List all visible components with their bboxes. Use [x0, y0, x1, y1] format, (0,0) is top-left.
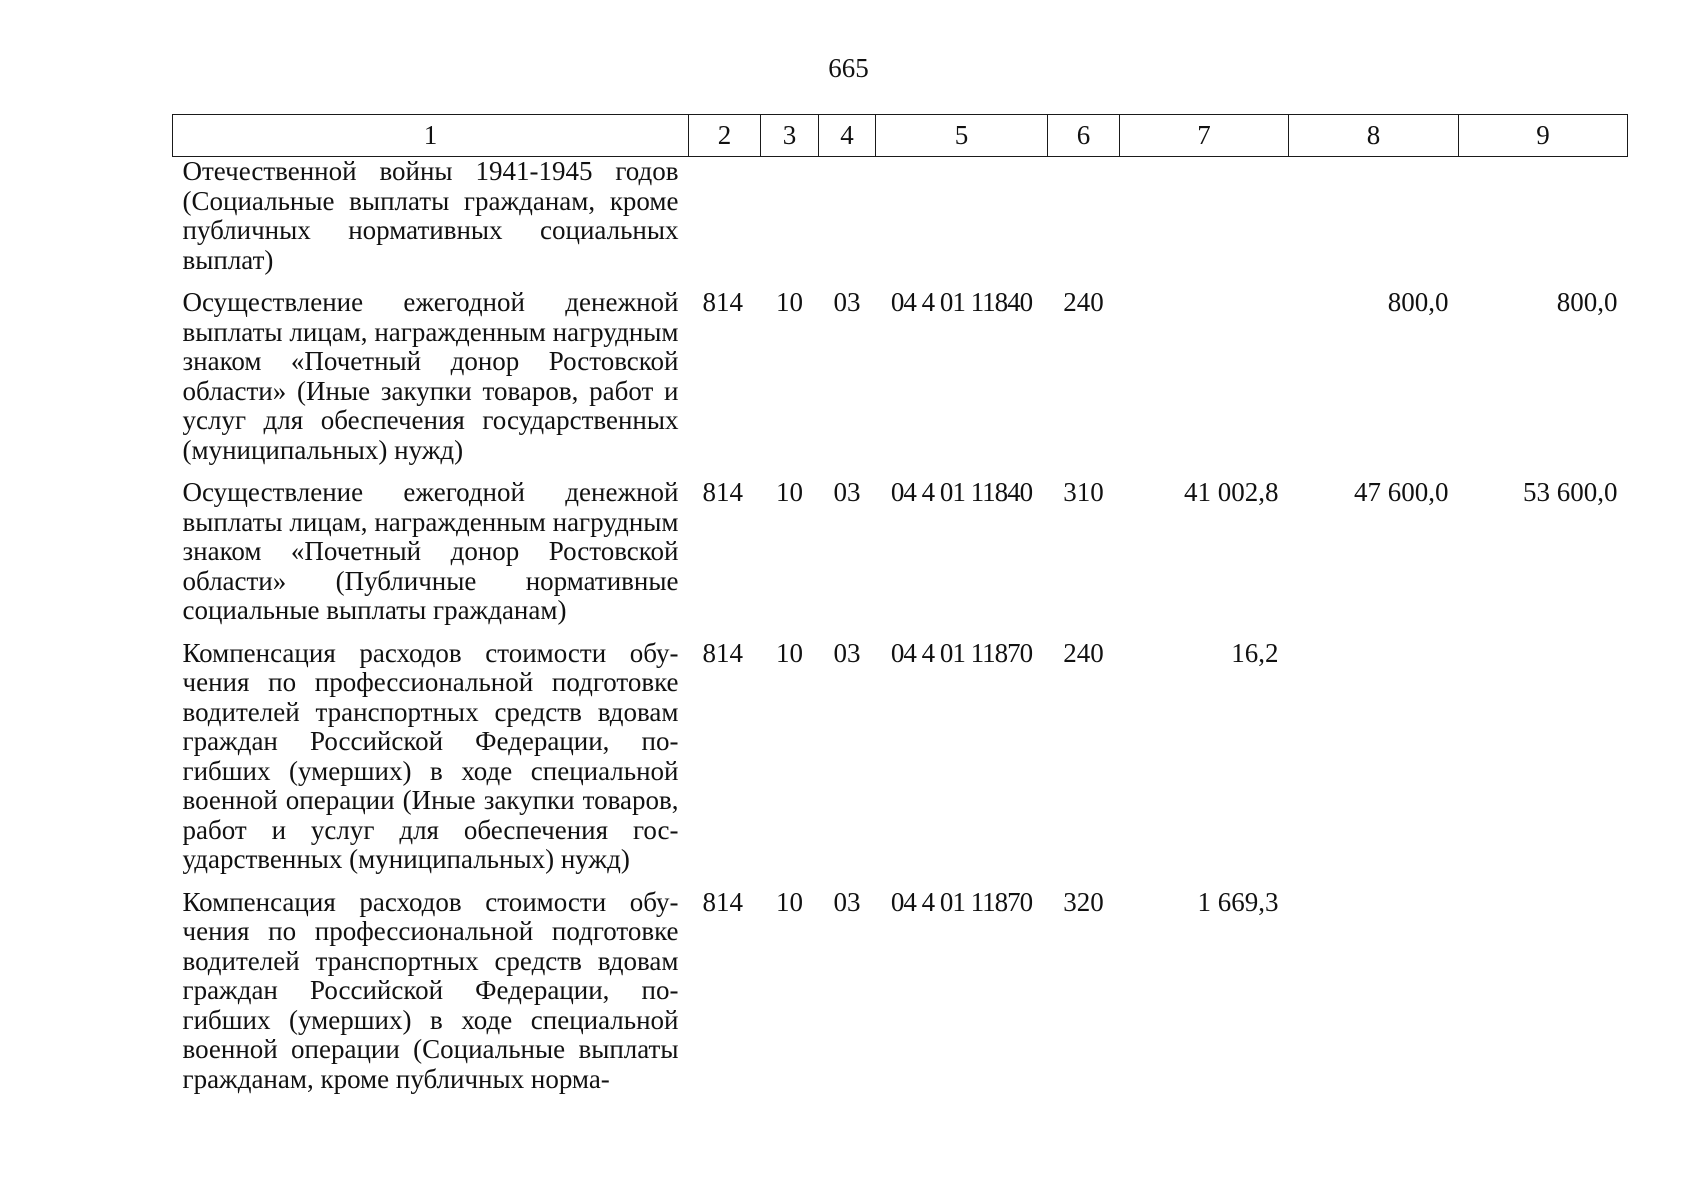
cell-amount-9: 800,0 [1556, 287, 1618, 317]
page-number: 665 [828, 53, 869, 83]
column-header: 7 [1120, 115, 1289, 157]
cell-vr: 310 [1063, 477, 1104, 507]
table-row [173, 157, 1628, 289]
cell-csr [876, 157, 1048, 289]
row-description: Компенсация расходов стоимости обучения по профессиональной подготовке водителей транспортных средств вдовам граждан Российской Федерации, погибших (умерших) в ходе специальной военной операции (Социальные выплаты гражданам, кроме публичных норма- [182, 886, 679, 1094]
row-description: Осуществление ежегодной денежной выплаты лицам, награжденным нагрудным знаком «Почетный донор Ростовской области» (Иные закупки товаров, работ и услуг для обеспечения государственных (муниципальных) нужд) [182, 287, 679, 465]
cell-gr: 814 [702, 287, 743, 317]
cell-amount-8: 800,0 [1387, 287, 1449, 317]
cell-amount-8 [1289, 639, 1459, 888]
row-description: Компенсация расходов стоимости обучения по профессиональной подготовке водителей транспортных средств вдовам граждан Российской Федерации, погибших (умерших) в ходе специальной военной операции (Иные закупки товаров, работ и услуг для обеспечения государственных (муниципальных) нужд) [182, 637, 679, 874]
table-row [173, 478, 1628, 639]
column-header: 4 [819, 115, 876, 157]
cell-pr: 03 [833, 637, 861, 668]
column-header: 8 [1289, 115, 1459, 157]
column-header: 9 [1459, 115, 1628, 157]
cell-amount-7: 41 002,8 [1184, 477, 1279, 507]
cell-amount-8 [1289, 888, 1459, 1108]
cell-vr: 240 [1063, 637, 1104, 668]
cell-amount-7: 1 669,3 [1197, 886, 1279, 917]
column-header: 5 [876, 115, 1048, 157]
cell-rz: 10 [776, 886, 803, 917]
cell-amount-7: 16,2 [1231, 637, 1279, 668]
cell-gr: 814 [702, 477, 743, 507]
cell-pr: 03 [833, 886, 861, 917]
cell-rz: 10 [776, 637, 803, 668]
cell-amount-8 [1289, 157, 1459, 289]
cell-csr: 04 4 01 11870 [890, 886, 1033, 917]
cell-amount-7 [1120, 288, 1289, 478]
table-row [173, 288, 1628, 478]
cell-csr: 04 4 01 11840 [890, 477, 1033, 507]
cell-gr [689, 157, 761, 289]
table-row [173, 888, 1628, 1108]
cell-pr [819, 157, 876, 289]
cell-csr: 04 4 01 11840 [890, 287, 1033, 317]
cell-rz [761, 157, 819, 289]
column-header: 6 [1048, 115, 1120, 157]
table-row [173, 639, 1628, 888]
cell-amount-9 [1459, 157, 1628, 289]
cell-gr: 814 [702, 637, 743, 668]
cell-vr: 320 [1063, 886, 1104, 917]
row-description: Осуществление ежегодной денежной выплаты лицам, награжденным нагрудным знаком «Почетный донор Ростовской области» (Публичные нормативные социальные выплаты гражданам) [182, 477, 679, 625]
cell-amount-7 [1120, 157, 1289, 289]
cell-rz: 10 [776, 287, 803, 317]
cell-amount-9: 53 600,0 [1523, 477, 1618, 507]
column-header: 2 [689, 115, 761, 157]
cell-csr: 04 4 01 11870 [890, 637, 1033, 668]
budget-table [172, 114, 1628, 1107]
cell-amount-9 [1459, 639, 1628, 888]
cell-vr: 240 [1063, 287, 1104, 317]
cell-pr: 03 [833, 477, 861, 507]
column-header: 3 [761, 115, 819, 157]
cell-vr [1048, 157, 1120, 289]
column-header: 1 [173, 115, 689, 157]
header-row [173, 115, 1628, 157]
cell-pr: 03 [833, 287, 861, 317]
cell-rz: 10 [776, 477, 803, 507]
cell-amount-9 [1459, 888, 1628, 1108]
row-description: Отечественной войны 1941-1945 годов (Социальные выплаты гражданам, кроме публичных нормативных социальных выплат) [182, 156, 679, 275]
cell-gr: 814 [702, 886, 743, 917]
cell-amount-8: 47 600,0 [1354, 477, 1449, 507]
